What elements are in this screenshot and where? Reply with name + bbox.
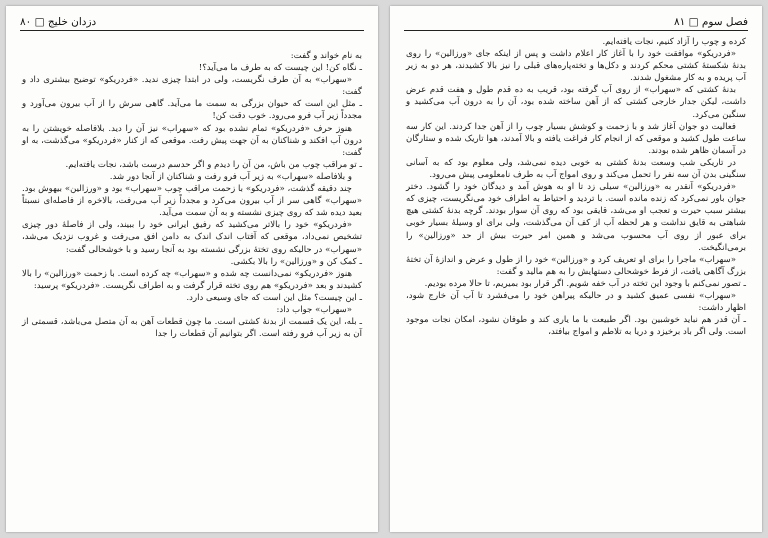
paragraph: ـ تصور نمی‌کنم با وجود این تخته در آب خفه شویم. اگر قرار بود بمیریم، تا حالا مرده بودیم. <box>424 278 746 289</box>
paragraph: «سهراب» به آن طرف نگریست، ولی در ابتدا چیزی ندید. «فردریکو» توضیح بیشتری داد و گفت: <box>22 75 362 98</box>
paragraph: «سهراب» جواب داد: <box>276 304 352 315</box>
paragraph: هنوز «فردریکو» نمی‌دانست چه شده و «سهراب» چه کرده است. با زحمت «ورزالین» را بالا کشیدند و بعد «فردریکو» هم روی تخته قرار گرفت و به اطراف نگریست. «فردریکو» پرسید: <box>22 268 362 291</box>
paragraph: ـ آن قدر هم نباید خوشبین بود. اگر طبیعت با ما یاری کند و طوفان نشود، امکان نجات موجود است. ولی اگر باد برخیزد و دریا به تلاطم و امواج بیافتد، <box>406 315 746 338</box>
paragraph: «سهراب» نفسی عمیق کشید و در حالیکه پیراهن خود را می‌فشرد تا آب آن خارج شود، اظهار داشت: <box>406 290 746 314</box>
left-page-title: ۸۰ □ دزدان خلیج <box>20 16 97 28</box>
paragraph: کرده و چوب را آزاد کنیم، نجات یافته‌ایم. <box>602 37 746 47</box>
paragraph: در تاریکی شب وسعت بدنهٔ کشتی به خوبی دیده نمی‌شد، ولی معلوم بود که به آسانی سنگینی بدن آن سه نفر را تحمل می‌کند و روی امواج آب به طرف نامعلومی پیش می‌رود. <box>406 157 746 181</box>
right-page-body <box>406 36 746 528</box>
paragraph: «فردریکو» موافقت خود را با آغاز کار اعلام داشت و پس از اینکه جای «ورزالین» را روی بدنهٔ شکستهٔ کشتی محکم کردند و دکل‌ها و تخته‌پاره‌های قبلی را نیز بالا کشیدند، هر دو به زیر آب پریده و به کار مشغول شدند. <box>406 49 746 84</box>
left-page-header <box>20 12 364 31</box>
paragraph: فعالیت دو جوان آغاز شد و با زحمت و کوشش بسیار چوب را از آهن جدا کردند. این کار سه ساعت طول کشید و موقعی که از انجام کار فراغت یافته و بالا آمدند، هوا تاریک شده و ستارگان در آسمان ظاهر شده بودند. <box>406 121 746 156</box>
right-page <box>390 6 762 532</box>
paragraph: «فردریکو» آنقدر به «ورزالین» سیلی زد تا او به هوش آمد و دیدگان خود را گشود. دختر جوان باور نمی‌کرد که زنده مانده است. با تردید و احتیاط به اطراف خود می‌نگریست، چیزی که بیشتر سبب حیرت و تعجب او می‌شد، قایقی بود که روی آن سوار بودند. گرچه بدنهٔ کشتی هیچ شباهتی به قایق نداشت و هر لحظه آب از کف آن می‌گذشت، ولی برای او وسیلهٔ بسیار خوبی برای عبور از روی آب محسوب می‌شد و همین امر حیرت بیش از حد «ورزالین» را برمی‌انگیخت. <box>406 182 746 253</box>
paragraph: بدنهٔ کشتی که «سهراب» از روی آب گرفته بود، قریب به ده قدم طول و هفت قدم عرض داشت، لیکن جدار خارجی کشتی که از آهن ساخته شده بود، آن را به درون آب می‌کشید و سنگین می‌کرد. <box>406 85 746 120</box>
paragraph: به نام خواند و گفت: <box>290 51 362 61</box>
right-page-header <box>404 12 748 31</box>
paragraph: چند دقیقه گذشت، «فردریکو» با زحمت مراقب چوب «سهراب» بود و «ورزالین» بیهوش بود. «سهراب» گاهی سر از آب بیرون می‌کرد و مجدداً زیر آب می‌رفت، بالاخره از فاصله‌ای نسبتاً بعید دیده شد که روی چیزی نشسته و به آن سمت می‌آید. <box>22 184 362 219</box>
paragraph: ـ بله، این یک قسمت از بدنهٔ کشتی است. ما چون قطعات آهن به آن متصل می‌باشد، قسمتی از آن به زیر آب فرو رفته است. اگر بتوانیم آن قطعات را جدا <box>22 317 362 340</box>
paragraph: «سهراب» ماجرا را برای او تعریف کرد و «ورزالین» خود را از طول و عرض و اندازهٔ آن تختهٔ بزرگ آگاهی یافت، از فرط خوشحالی دستهایش را به هم مالید و گفت: <box>406 254 746 277</box>
paragraph: و بلافاصله «سهراب» به زیر آب فرو رفت و شناکنان از آنجا دور شد. <box>109 171 352 182</box>
paragraph: «فردریکو» خود را بالاتر می‌کشید که رفیق ایرانی خود را ببیند، ولی از فاصلهٔ دور چیزی تشخیص نمی‌داد، موقعی که آفتاب اندک اندک به دامن افق می‌رفت و غروب نزدیک می‌شد، «سهراب» در حالیکه روی تختهٔ بزرگی نشسته بود به آنجا رسید و با خوشحالی گفت: <box>22 220 362 255</box>
paragraph: ـ نگاه کن! این چیست که به طرف ما می‌آید؟! <box>198 63 362 74</box>
paragraph: ـ کمک کن و «ورزالین» را بالا بکشی. <box>230 256 362 267</box>
left-page <box>6 6 378 532</box>
paragraph: هنوز حرف «فردریکو» تمام نشده بود که «سهراب» نیز آن را دید. بلافاصله خویشتن را به درون آب افکند و شناکنان به آن جهت پیش رفت. موقعی که از کنار «فردریکو» می‌گذشت، به او گفت: <box>22 123 362 158</box>
right-page-title: فصل سوم □ ۸۱ <box>673 16 748 28</box>
left-page-body <box>22 50 362 528</box>
paragraph: ـ این چیست؟ مثل این است که جای وسیعی دارد. <box>186 292 362 303</box>
paragraph: ـ تو مراقب چوب من باش، من آن را دیدم و اگر حدسم درست باشد، نجات یافته‌ایم. <box>65 159 362 170</box>
paragraph: ـ مثل این است که حیوان بزرگی به سمت ما می‌آید. گاهی سرش را از آب بیرون می‌آورد و مجدداً زیر آب فرو می‌رود. خوب دقت کن! <box>22 99 362 122</box>
